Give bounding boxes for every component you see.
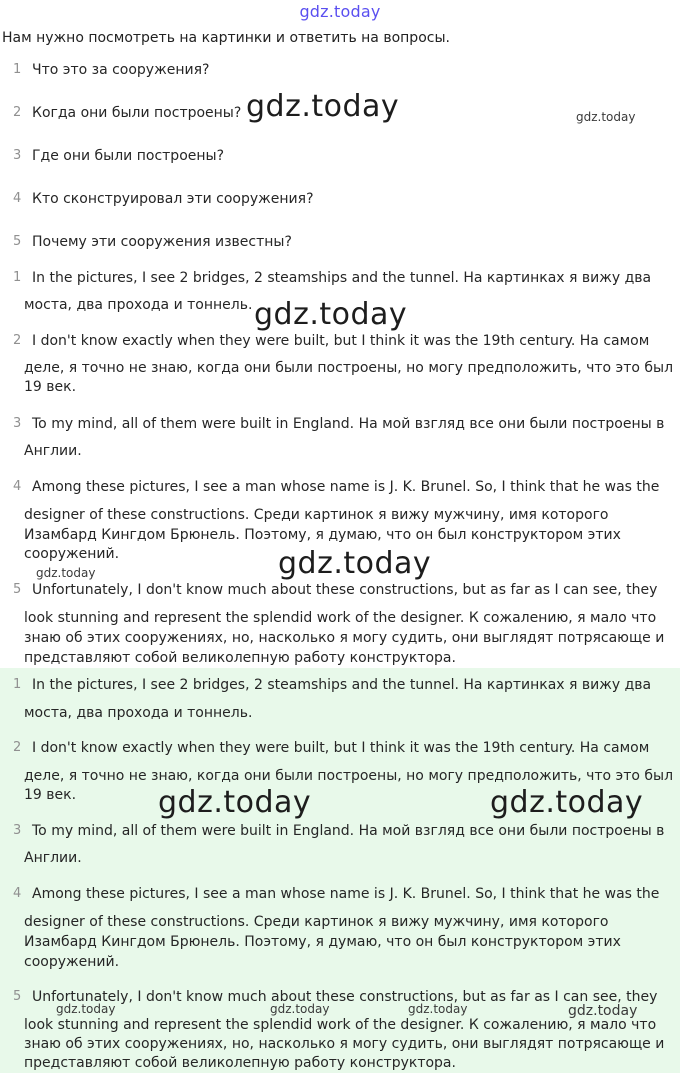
answer-line: 19 век.	[24, 787, 77, 803]
watermark: gdz.today	[568, 1003, 638, 1019]
answer-line: designer of these constructions. Среди картинок я вижу мужчину, имя которого	[24, 507, 609, 523]
answer-number: 2	[13, 333, 22, 348]
answer-number: 4	[13, 479, 22, 494]
answer-line: Англии.	[24, 850, 82, 866]
question-number: 4	[13, 191, 22, 206]
answer-line: In the pictures, I see 2 bridges, 2 steamships and the tunnel. На картинках я вижу два	[32, 677, 652, 693]
answer-number: 1	[13, 270, 22, 285]
answer-line: Among these pictures, I see a man whose name is J. K. Brunel. So, I think that he was the	[32, 886, 660, 902]
watermark: gdz.today	[158, 785, 312, 820]
intro-text: Нам нужно посмотреть на картинки и ответить на вопросы.	[2, 30, 450, 46]
question-number: 3	[13, 148, 22, 163]
watermark: gdz.today	[56, 1002, 116, 1016]
question-number: 5	[13, 234, 22, 249]
question-number: 2	[13, 105, 22, 120]
answer-line: Англии.	[24, 443, 82, 459]
question-text: Что это за сооружения?	[32, 62, 210, 78]
answer-line: To my mind, all of them were built in England. На мой взгляд все они были построены в	[32, 823, 665, 839]
question-text: Почему эти сооружения известны?	[32, 234, 292, 250]
answer-line: представляют собой великолепную работу конструктора.	[24, 1055, 456, 1071]
answer-line: моста, два прохода и тоннель.	[24, 705, 253, 721]
watermark: gdz.today	[36, 566, 96, 580]
answer-line: In the pictures, I see 2 bridges, 2 steamships and the tunnel. На картинках я вижу два	[32, 270, 652, 286]
answer-line: I don't know exactly when they were built, but I think it was the 19th century. На самом	[32, 333, 650, 349]
question-text: Где они были построены?	[32, 148, 225, 164]
watermark: gdz.today	[490, 785, 644, 820]
answer-number: 1	[13, 677, 22, 692]
answer-line: Unfortunately, I don't know much about these constructions, but as far as I can see, they	[32, 582, 658, 598]
watermark: gdz.today	[246, 89, 400, 124]
answer-number: 5	[13, 989, 22, 1004]
question-text: Кто сконструировал эти сооружения?	[32, 191, 314, 207]
watermark: gdz.today	[408, 1002, 468, 1016]
answer-number: 4	[13, 886, 22, 901]
answer-line: Изамбард Кингдом Брюнель. Поэтому, я думаю, что он был конструктором этих	[24, 934, 621, 950]
answer-line: деле, я точно не знаю, когда они были построены, но могу предположить, что это был	[24, 360, 674, 376]
answer-line: I don't know exactly when they were built, but I think it was the 19th century. На самом	[32, 740, 650, 756]
answer-line: designer of these constructions. Среди картинок я вижу мужчину, имя которого	[24, 914, 609, 930]
answer-number: 2	[13, 740, 22, 755]
answer-line: представляют собой великолепную работу конструктора.	[24, 650, 456, 666]
answer-line: 19 век.	[24, 379, 77, 395]
answer-number: 3	[13, 416, 22, 431]
answer-line: моста, два прохода и тоннель.	[24, 297, 253, 313]
answer-line: look stunning and represent the splendid work of the designer. К сожалению, я мало что	[24, 1017, 657, 1033]
answer-line: Unfortunately, I don't know much about these constructions, but as far as I can see, they	[32, 989, 658, 1005]
answer-line: сооружений.	[24, 546, 120, 562]
header-watermark: gdz.today	[299, 2, 381, 21]
question-number: 1	[13, 62, 22, 77]
answer-line: деле, я точно не знаю, когда они были построены, но могу предположить, что это был	[24, 768, 674, 784]
answer-line: сооружений.	[24, 954, 120, 970]
answer-line: look stunning and represent the splendid work of the designer. К сожалению, я мало что	[24, 610, 657, 626]
answer-number: 5	[13, 582, 22, 597]
answer-line: Изамбард Кингдом Брюнель. Поэтому, я думаю, что он был конструктором этих	[24, 527, 621, 543]
watermark: gdz.today	[254, 297, 408, 332]
question-text: Когда они были построены?	[32, 105, 242, 121]
answer-line: To my mind, all of them were built in England. На мой взгляд все они были построены в	[32, 416, 665, 432]
answer-number: 3	[13, 823, 22, 838]
watermark: gdz.today	[270, 1002, 330, 1016]
answer-line: знаю об этих сооружениях, но, насколько я могу судить, они выглядят потрясающе и	[24, 1036, 665, 1052]
watermark: gdz.today	[278, 546, 432, 581]
watermark: gdz.today	[576, 110, 636, 124]
answer-line: знаю об этих сооружениях, но, насколько я могу судить, они выглядят потрясающе и	[24, 630, 665, 646]
answer-line: Among these pictures, I see a man whose name is J. K. Brunel. So, I think that he was the	[32, 479, 660, 495]
